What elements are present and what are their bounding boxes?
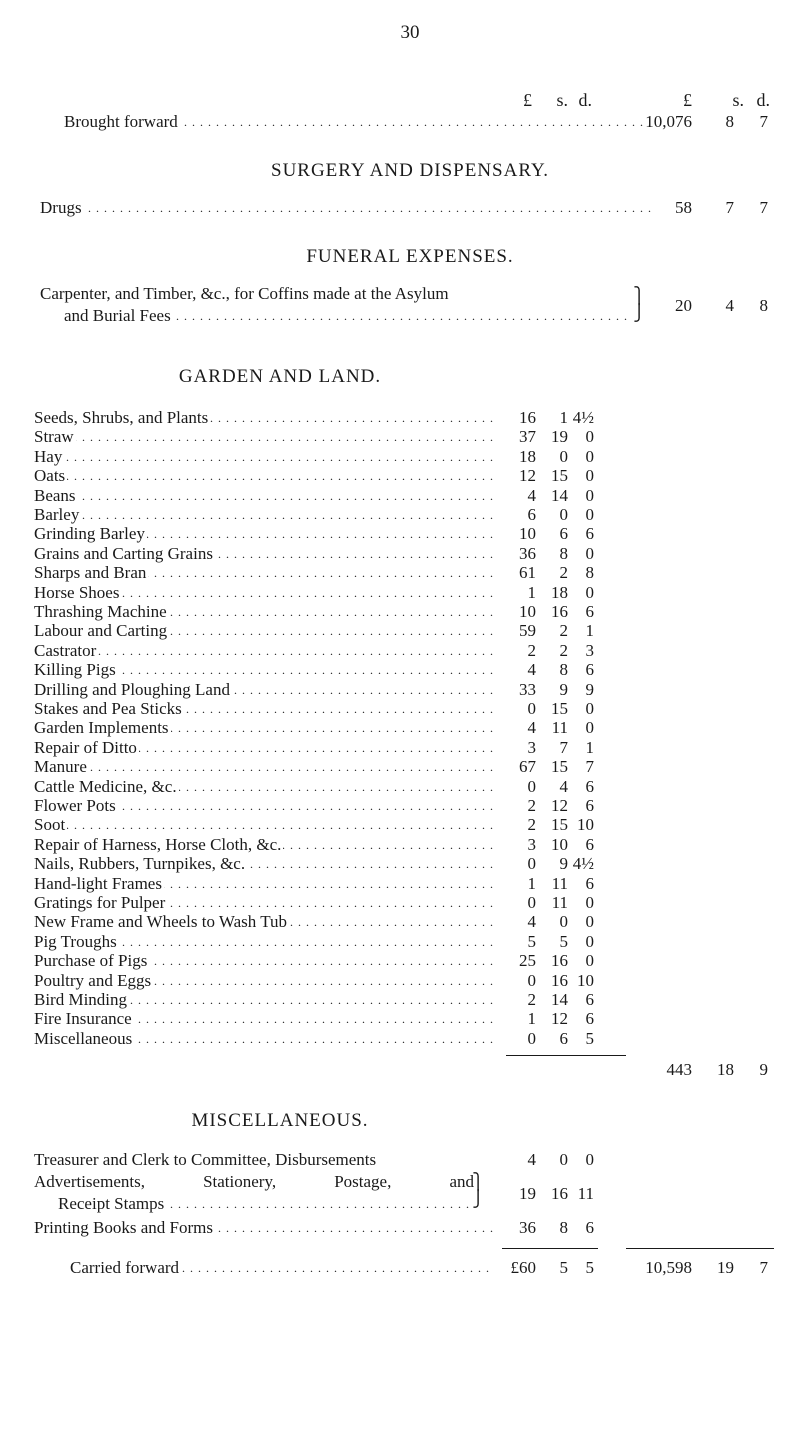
funeral-line2: and Burial Fees [64,306,171,325]
drugs-pence: 7 [759,198,768,217]
garden-pounds: 443 [666,1060,692,1079]
garden-item-pence: 6 [585,1009,594,1028]
garden-item-amount [40,738,780,758]
garden-item-shillings: 10 [551,835,568,854]
garden-item-pounds: 0 [527,893,536,912]
garden-item-amount [40,796,780,816]
garden-item-label: Pig Troughs [34,932,117,951]
garden-item-pence: 6 [585,990,594,1009]
garden-item-pounds: 36 [519,544,536,563]
garden-item-shillings: 14 [551,486,568,505]
drugs-pounds: 58 [675,198,692,217]
garden-item-amount [40,466,780,486]
garden-item-label: Castrator [34,641,97,660]
garden-item-pence: 4½ [572,854,594,873]
garden-total [40,1060,780,1080]
garden-item-amount [40,835,780,855]
garden-item-label: Horse Shoes [34,583,120,602]
funeral-total [40,296,780,316]
garden-item-amount [40,971,780,991]
garden-item-shillings: 8 [559,660,568,679]
garden-item-pounds: 10 [519,524,536,543]
garden-item-pence: 10 [577,815,594,834]
garden-item-pence: 0 [585,932,594,951]
garden-item-label: Beans [34,486,76,505]
garden-item-pence: 0 [585,427,594,446]
garden-item-shillings: 12 [551,1009,568,1028]
garden-item-amount [40,757,780,777]
surgery-heading: SURGERY AND DISPENSARY. [271,160,549,181]
header-pounds-inner: £ [523,90,532,110]
garden-item-label: Grinding Barley [34,524,145,543]
page-number: 30 [400,22,420,43]
garden-item-pence: 6 [585,835,594,854]
garden-item-pence: 5 [585,1029,594,1048]
grand-total-rule [626,1248,774,1249]
garden-item-pence: 6 [585,524,594,543]
garden-item-pounds: 4 [527,718,536,737]
garden-item-label: Drilling and Ploughing Land [34,680,230,699]
garden-item-label: New Frame and Wheels to Wash Tub [34,912,287,931]
garden-item-pence: 9 [585,680,594,699]
garden-item-pence: 0 [585,544,594,563]
misc-heading: MISCELLANEOUS. [191,1110,369,1131]
printing-label: Printing Books and Forms [34,1218,213,1237]
advert-pence: 11 [577,1184,594,1203]
drugs-shillings: 7 [725,198,734,217]
advert-line2: Receipt Stamps [58,1194,165,1213]
garden-item-label: Seeds, Shrubs, and Plants [34,408,209,427]
garden-item-shillings: 6 [559,1029,568,1048]
garden-item-amount [40,951,780,971]
garden-item-pence: 0 [585,505,594,524]
garden-item-pence: 6 [585,660,594,679]
garden-item-shillings: 16 [551,602,568,621]
garden-item-amount [40,505,780,525]
garden-item-amount [40,718,780,738]
printing-pence: 6 [585,1218,594,1237]
garden-item-shillings: 11 [551,718,568,737]
cf-sub-pounds: £60 [510,1258,536,1277]
bf-pence: 7 [759,112,768,131]
garden-item-shillings: 2 [559,641,568,660]
carried-forward-total [40,1258,780,1278]
garden-item-amount [40,932,780,952]
drugs-label: Drugs [40,198,82,217]
header-shillings-outer: s. [732,90,744,110]
garden-item-label: Barley [34,505,80,524]
garden-item-pence: 0 [585,912,594,931]
garden-item-amount [40,854,780,874]
treasurer-shillings: 0 [559,1150,568,1169]
garden-item-amount [40,912,780,932]
garden-item-label: Sharps and Bran [34,563,147,582]
garden-item-pence: 7 [585,757,594,776]
cf-sub-shillings: 5 [559,1258,568,1277]
garden-item-shillings: 7 [559,738,568,757]
garden-item-amount [40,660,780,680]
garden-item-pounds: 33 [519,680,536,699]
header-shillings-inner: s. [556,90,568,110]
garden-item-shillings: 1 [559,408,568,427]
garden-item-amount [40,815,780,835]
garden-item-pounds: 4 [527,486,536,505]
garden-item-pounds: 18 [519,447,536,466]
garden-item-amount [40,680,780,700]
garden-item-label: Labour and Carting [34,621,168,640]
garden-item-shillings: 16 [551,951,568,970]
garden-item-shillings: 15 [551,815,568,834]
garden-item-pounds: 25 [519,951,536,970]
garden-item-amount [40,1029,780,1049]
advert-line1: Advertisements, Stationery, Postage, and [34,1172,474,1191]
printing-amount [40,1218,780,1238]
garden-item-pence: 6 [585,874,594,893]
garden-item-amount [40,777,780,797]
garden-item-label: Bird Minding [34,990,128,1009]
garden-item-label: Manure [34,757,87,776]
brought-forward-label: Brought forward [64,112,178,131]
garden-item-label: Repair of Ditto [34,738,137,757]
garden-item-pence: 1 [585,621,594,640]
garden-item-shillings: 9 [559,680,568,699]
garden-item-amount [40,427,780,447]
garden-item-shillings: 11 [551,893,568,912]
garden-item-shillings: 8 [559,544,568,563]
treasurer-amount [40,1150,780,1170]
garden-item-pounds: 2 [527,796,536,815]
garden-item-shillings: 15 [551,757,568,776]
garden-item-pounds: 67 [519,757,536,776]
garden-item-pounds: 5 [527,932,536,951]
cf-sub-pence: 5 [585,1258,594,1277]
garden-item-amount [40,544,780,564]
garden-item-pence: 0 [585,718,594,737]
garden-item-shillings: 2 [559,621,568,640]
garden-item-shillings: 12 [551,796,568,815]
garden-item-shillings: 15 [551,466,568,485]
garden-item-pence: 0 [585,951,594,970]
garden-subtotal-rule [506,1055,626,1056]
bf-shillings: 8 [725,112,734,131]
garden-item-pence: 6 [585,602,594,621]
garden-item-pounds: 3 [527,835,536,854]
garden-item-label: Flower Pots [34,796,116,815]
garden-item-amount [40,990,780,1010]
garden-item-pence: 0 [585,486,594,505]
header-pounds-outer: £ [683,90,692,110]
garden-item-pence: 8 [585,563,594,582]
garden-item-pence: 6 [585,777,594,796]
garden-item-pence: 0 [585,447,594,466]
garden-item-label: Fire Insurance [34,1009,132,1028]
garden-item-shillings: 19 [551,427,568,446]
garden-item-label: Soot [34,815,66,834]
garden-item-pence: 0 [585,466,594,485]
garden-item-pounds: 1 [527,874,536,893]
garden-item-label: Purchase of Pigs [34,951,148,970]
bf-pounds: 10,076 [645,112,692,131]
garden-item-label: Killing Pigs [34,660,116,679]
garden-item-shillings: 5 [559,932,568,951]
garden-item-amount [40,408,780,428]
ledger-page [34,0,780,1433]
garden-item-pounds: 6 [527,505,536,524]
garden-item-pence: 6 [585,796,594,815]
garden-item-amount [40,583,780,603]
garden-item-pounds: 1 [527,1009,536,1028]
advert-amount [40,1184,780,1204]
cf-pounds: 10,598 [645,1258,692,1277]
garden-item-label: Repair of Harness, Horse Cloth, &c. [34,835,282,854]
garden-item-shillings: 16 [551,971,568,990]
garden-item-shillings: 18 [551,583,568,602]
garden-item-label: Thrashing Machine [34,602,167,621]
garden-item-pounds: 0 [527,699,536,718]
cf-shillings: 19 [717,1258,734,1277]
garden-item-label: Cattle Medicine, &c. [34,777,177,796]
garden-item-amount [40,874,780,894]
garden-item-pounds: 4 [527,660,536,679]
garden-item-pounds: 0 [527,1029,536,1048]
garden-item-amount [40,486,780,506]
garden-item-label: Hand-light Frames [34,874,162,893]
garden-item-pence: 0 [585,699,594,718]
garden-item-shillings: 0 [559,505,568,524]
garden-item-pounds: 2 [527,815,536,834]
printing-pounds: 36 [519,1218,536,1237]
garden-item-pounds: 59 [519,621,536,640]
garden-item-shillings: 11 [551,874,568,893]
treasurer-pence: 0 [585,1150,594,1169]
garden-item-amount [40,893,780,913]
garden-item-pence: 0 [585,893,594,912]
funeral-heading: FUNERAL EXPENSES. [306,246,514,267]
brought-forward-total [40,112,780,132]
drugs-total [40,198,780,218]
advert-brace: ⎫ ⎭ [472,1174,484,1208]
garden-item-pence: 3 [585,641,594,660]
advert-pounds: 19 [519,1184,536,1203]
garden-pence: 9 [759,1060,768,1079]
garden-item-pounds: 16 [519,408,536,427]
garden-item-pounds: 0 [527,777,536,796]
garden-item-shillings: 4 [559,777,568,796]
garden-item-pence: 4½ [572,408,594,427]
garden-item-pounds: 4 [527,912,536,931]
funeral-pounds: 20 [675,296,692,315]
garden-item-label: Oats [34,466,66,485]
garden-item-label: Gratings for Pulper [34,893,166,912]
garden-item-shillings: 0 [559,912,568,931]
garden-item-label: Stakes and Pea Sticks [34,699,182,718]
garden-item-label: Poultry and Eggs [34,971,152,990]
header-pence-outer: d. [756,90,770,110]
treasurer-pounds: 4 [527,1150,536,1169]
garden-item-label: Straw [34,427,74,446]
garden-item-amount [40,621,780,641]
garden-item-label: Grains and Carting Grains [34,544,213,563]
garden-item-pounds: 61 [519,563,536,582]
garden-item-pounds: 12 [519,466,536,485]
funeral-line1: Carpenter, and Timber, &c., for Coffins made at the Asylum [40,284,449,303]
garden-item-pounds: 0 [527,854,536,873]
printing-shillings: 8 [559,1218,568,1237]
garden-item-pence: 10 [577,971,594,990]
garden-item-pounds: 2 [527,990,536,1009]
garden-item-pence: 1 [585,738,594,757]
garden-item-shillings: 9 [559,854,568,873]
misc-subtotal-rule [502,1248,598,1249]
garden-item-shillings: 2 [559,563,568,582]
garden-item-pence: 0 [585,583,594,602]
garden-item-shillings: 14 [551,990,568,1009]
treasurer-label: Treasurer and Clerk to Committee, Disbursements [34,1150,377,1169]
header-pence-inner: d. [578,90,592,110]
garden-shillings: 18 [717,1060,734,1079]
garden-item-pounds: 2 [527,641,536,660]
advert-shillings: 16 [551,1184,568,1203]
garden-item-amount [40,699,780,719]
garden-item-shillings: 6 [559,524,568,543]
garden-item-amount [40,524,780,544]
funeral-pence: 8 [759,296,768,315]
garden-item-label: Miscellaneous [34,1029,133,1048]
garden-item-pounds: 37 [519,427,536,446]
garden-item-amount [40,602,780,622]
garden-item-label: Hay [34,447,63,466]
garden-item-shillings: 15 [551,699,568,718]
garden-item-amount [40,1009,780,1029]
carried-forward-label: Carried forward [70,1258,180,1277]
garden-heading: GARDEN AND LAND. [178,366,382,387]
garden-item-amount [40,641,780,661]
garden-item-label: Garden Implements [34,718,169,737]
funeral-brace: ⎫ ⎭ [633,288,645,322]
garden-item-amount [40,447,780,467]
garden-item-pounds: 3 [527,738,536,757]
garden-item-amount [40,563,780,583]
garden-item-pounds: 0 [527,971,536,990]
funeral-shillings: 4 [725,296,734,315]
garden-item-pounds: 10 [519,602,536,621]
garden-item-label: Nails, Rubbers, Turnpikes, &c. [34,854,246,873]
cf-pence: 7 [759,1258,768,1277]
garden-item-shillings: 0 [559,447,568,466]
garden-item-pounds: 1 [527,583,536,602]
